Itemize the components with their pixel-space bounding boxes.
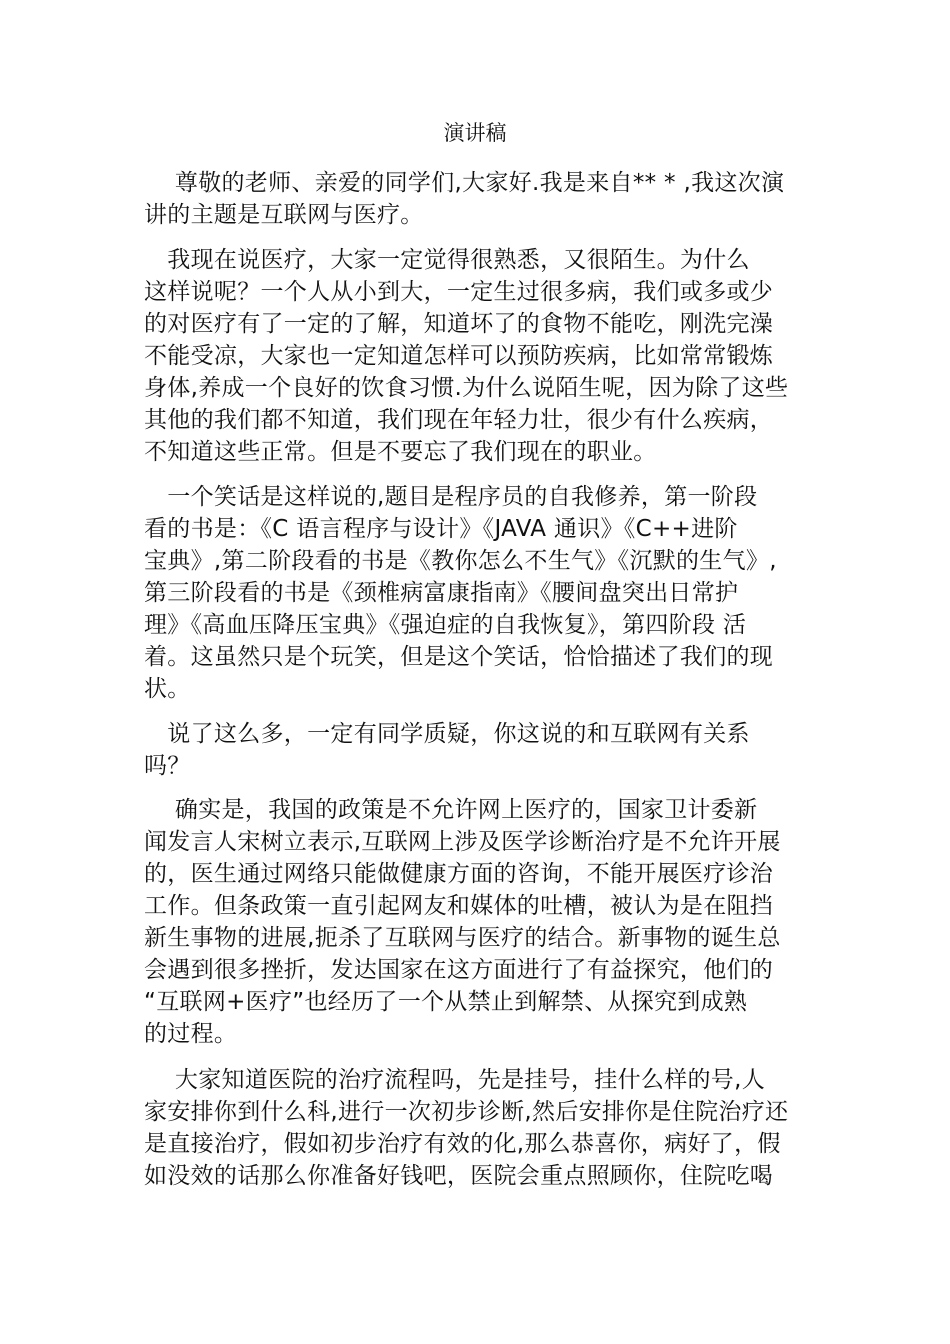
text-line: 不知道这些正常。但是不要忘了我们现在的职业。 (144, 439, 657, 465)
text-line: 第三阶段看的书是《颈椎病富康指南》《腰间盘突出日常护 (144, 580, 739, 606)
text-line: 大家知道医院的治疗流程吗，先是挂号，挂什么样的号,人 (144, 1067, 766, 1093)
text-line: 看的书是：《C 语言程序与设计》《JAVA 通识》《C++进阶 (144, 516, 738, 542)
text-line: 一个笑话是这样说的,题目是程序员的自我修养，第一阶段 (144, 484, 758, 510)
text-line: 身体,养成一个良好的饮食习惯.为什么说陌生呢，因为除了这些 (144, 375, 789, 401)
text-line: 其他的我们都不知道，我们现在年轻力壮，很少有什么疾病， (144, 407, 774, 433)
text-line: 不能受凉，大家也一定知道怎样可以预防疾病，比如常常锻炼 (144, 343, 774, 369)
text-line: 吗？ (144, 753, 191, 779)
text-line: 的，医生通过网络只能做健康方面的咨询，不能开展医疗诊治 (144, 861, 774, 887)
text-line: “互联网+医疗”也经历了一个从禁止到解禁、从探究到成熟 (144, 989, 748, 1015)
text-line: 讲的主题是互联网与医疗。 (144, 202, 424, 228)
text-line: 闻发言人宋树立表示,互联网上涉及医学诊断治疗是不允许开展 (144, 829, 781, 855)
paragraph-medical-familiarity (144, 244, 809, 468)
text-line: 着。这虽然只是个玩笑，但是这个笑话，恰恰描述了我们的现 (144, 644, 774, 670)
paragraph-policy (144, 794, 809, 1050)
text-line: 这样说呢？一个人从小到大，一定生过很多病，我们或多或少 (144, 279, 774, 305)
text-line: 新生事物的进展,扼杀了互联网与医疗的结合。新事物的诞生总 (144, 925, 781, 951)
text-line: 的对医疗有了一定的了解，知道坏了的食物不能吃，刚洗完澡 (144, 311, 774, 337)
text-line: 工作。但条政策一直引起网友和媒体的吐槽，被认为是在阻挡 (144, 893, 774, 919)
text-line: 确实是，我国的政策是不允许网上医疗的，国家卫计委新 (144, 797, 758, 823)
text-line: 说了这么多，一定有同学质疑，你这说的和互联网有关系 (144, 721, 750, 747)
text-line: 尊敬的老师、亲爱的同学们,大家好.我是来自** * ,我这次演 (144, 170, 785, 196)
text-line: 我现在说医疗，大家一定觉得很熟悉，又很陌生。为什么 (144, 247, 750, 273)
text-line: 会遇到很多挫折，发达国家在这方面进行了有益探究，他们的 (144, 957, 774, 983)
paragraph-greeting (144, 167, 809, 231)
text-line: 理》《高血压降压宝典》《强迫症的自我恢复》，第四阶段 活 (144, 612, 747, 638)
paragraph-programmer-joke (144, 481, 809, 705)
text-line: 的过程。 (144, 1021, 238, 1047)
text-line: 家安排你到什么科,进行一次初步诊断,然后安排你是住院治疗还 (144, 1099, 789, 1125)
paragraph-question (144, 718, 809, 782)
text-line: 宝典》,第二阶段看的书是《教你怎么不生气》《沉默的生气》, (144, 548, 777, 574)
text-line: 是直接治疗，假如初步治疗有效的化,那么恭喜你，病好了，假 (144, 1131, 781, 1157)
document-title: 演讲稿 (443, 121, 507, 145)
text-line: 状。 (144, 676, 191, 702)
paragraph-hospital-process (144, 1064, 809, 1192)
text-line: 如没效的话那么你准备好钱吧，医院会重点照顾你，住院吃喝 (144, 1163, 774, 1189)
